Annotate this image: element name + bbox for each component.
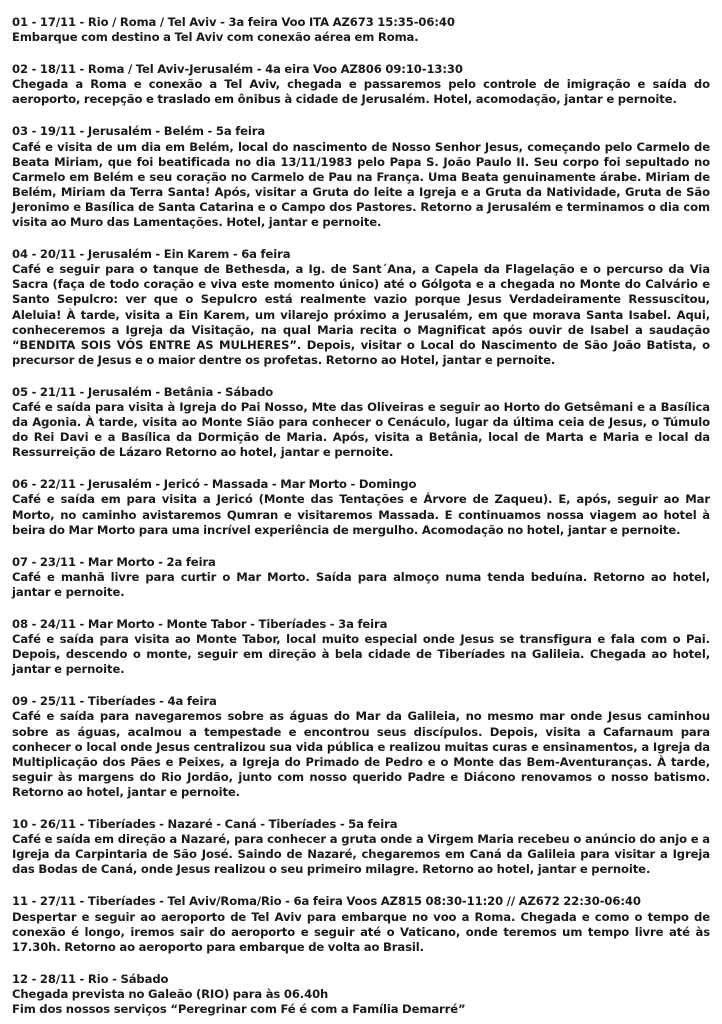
day-description: Café e visita de um dia em Belém, local do nascimento de Nosso Senhor Jesus, começando pelo Carmelo de Beata Miriam, que foi beatificada no dia 13/11/1983 pelo Papa S. João Paulo II. Seu corpo foi sepultado no Carmelo em Belém e seu coração no Carmelo de Pau na França. Uma Beata genuinamente árabe. Miriam de Belém, Miriam da Terra Santa! Após, visitar a Gruta do leite a Igreja e a Gruta da Natividade, Gruta de São Jeronimo e Basílica de Santa Catarina e o Campo dos Pastores. Retorno a Jerusalém e terminamos o dia com visita ao Muro das Lamentações. Hotel, jantar e pernoite. — [12, 139, 710, 230]
itinerary-day-09 — [12, 694, 710, 800]
day-description: Café e seguir para o tanque de Bethesda, a Ig. de Sant´Ana, a Capela da Flagelação e o percurso da Via Sacra (faça de todo coração e viva este momento único) até o Gólgota e a chegada no Monte do Calvário e Santo Sepulcro: ver que o Sepulcro está realmente vazio porque Jesus Verdadeiramente Ressuscitou, Aleluia! À tarde, visita a Ein Karem, um vilarejo próximo a Jerusalém, em que morava Santa Isabel. Aqui, conheceremos a Igreja da Visitação, na qual Maria recita o Magnificat após ouvir de Isabel a saudação “BENDITA SOIS VÓS ENTRE AS MULHERES”. Depois, visitar o Local do Nascimento de São João Batista, o precursor de Jesus e o maior dentre os profetas. Retorno ao Hotel, jantar e pernoite. — [12, 262, 710, 367]
itinerary-day-05 — [12, 385, 710, 460]
day-heading: 03 - 19/11 - Jerusalém - Belém - 5a feira — [12, 124, 266, 139]
itinerary-day-08 — [12, 617, 710, 677]
day-description: Café e saída para navegaremos sobre as águas do Mar da Galileia, no mesmo mar onde Jesus caminhou sobre as águas, acalmou a tempestade e encontrou seus discípulos. Depois, visita a Cafarnaum para conhecer o local onde Jesus centralizou sua vida pública e realizou muitas curas e ensinamentos, a Igreja da Multiplicação dos Pães e Peixes, a Igreja do Primado de Pedro e o Monte das Bem-Aventuranças. À tarde, seguir às margens do Rio Jordão, junto com nosso querido Padre e Diácono renovamos o nosso batismo. Retorno ao hotel, jantar e pernoite. — [12, 709, 710, 799]
itinerary-day-10 — [12, 817, 710, 877]
day-heading: 11 - 27/11 - Tiberíades - Tel Aviv/Roma/Rio - 6a feira Voos AZ815 08:30-11:20 // AZ672 22:30-06:40 — [12, 894, 641, 909]
itinerary-day-02 — [12, 62, 710, 107]
day-heading: 12 - 28/11 - Rio - Sábado — [12, 971, 169, 986]
day-heading: 05 - 21/11 - Jerusalém - Betânia - Sábado — [12, 384, 274, 399]
day-heading: 02 - 18/11 - Roma / Tel Aviv-Jerusalém - 4a eira Voo AZ806 09:10-13:30 — [12, 62, 463, 77]
itinerary-day-12 — [12, 972, 710, 1017]
itinerary-day-01 — [12, 15, 710, 45]
itinerary-day-07 — [12, 555, 710, 600]
itinerary-day-06 — [12, 477, 710, 537]
day-heading: 09 - 25/11 - Tiberíades - 4a feira — [12, 694, 217, 709]
day-description: Café e manhã livre para curtir o Mar Morto. Saída para almoço numa tenda beduína. Retorno ao hotel, jantar e pernoite. — [12, 569, 710, 599]
day-description: Café e saída em direção a Nazaré, para conhecer a gruta onde a Virgem Maria recebeu o anúncio do anjo e a Igreja da Carpintaria de São José. Saindo de Nazaré, chegaremos em Caná da Galileia para visitar a Igreja das Bodas de Caná, onde Jesus realizou o seu primeiro milagre. Retorno ao hotel, jantar e pernoite. — [12, 832, 710, 877]
itinerary-day-03 — [12, 124, 710, 230]
itinerary-day-04 — [12, 247, 710, 368]
day-heading: 06 - 22/11 - Jerusalém - Jericó - Massada - Mar Morto - Domingo — [12, 477, 417, 492]
day-heading: 01 - 17/11 - Rio / Roma / Tel Aviv - 3a feira Voo ITA AZ673 15:35-06:40 — [12, 15, 455, 29]
closing-note: Fim dos nossos serviços “Peregrinar com Fé é com a Família Demarré” — [12, 1001, 466, 1016]
day-description: Café e saída em para visita a Jericó (Monte das Tentações e Árvore de Zaqueu). E, após, seguir ao Mar Morto, no caminho avistaremos Qumran e visitaremos Massada. E continuamos nossa viagem ao hotel à beira do Mar Morto para uma incrível experiência de mergulho. Acomodação no hotel, jantar e pernoite. — [12, 492, 710, 537]
day-heading: 07 - 23/11 - Mar Morto - 2a feira — [12, 554, 216, 569]
day-description: Chegada prevista no Galeão (RIO) para às 06.40h — [12, 986, 329, 1001]
day-description: Café e saída para visita ao Monte Tabor, local muito especial onde Jesus se transfigura e fala com o Pai. Depois, descendo o monte, seguir em direção à bela cidade de Tiberíades na Galileia. Chegada ao hotel, jantar e pernoite. — [12, 632, 710, 677]
day-heading: 10 - 26/11 - Tiberíades - Nazaré - Caná - Tiberíades - 5a feira — [12, 817, 398, 832]
day-description: Chegada a Roma e conexão a Tel Aviv, chegada e passaremos pelo controle de imigração e saída do aeroporto, recepção e traslado em ônibus à cidade de Jerusalém. Hotel, acomodação, jantar e pernoite. — [12, 77, 710, 107]
day-heading: 04 - 20/11 - Jerusalém - Ein Karem - 6a feira — [12, 247, 291, 262]
day-description: Despertar e seguir ao aeroporto de Tel Aviv para embarque no voo a Roma. Chegada e como o tempo de conexão é longo, iremos sair do aeroporto e seguir até o Vaticano, onde teremos um tempo livre até às 17.30h. Retorno ao aeroporto para embarque de volta ao Brasil. — [12, 909, 710, 954]
itinerary-day-11 — [12, 894, 710, 954]
day-heading: 08 - 24/11 - Mar Morto - Monte Tabor - Tiberíades - 3a feira — [12, 617, 388, 631]
day-description: Café e saída para visita à Igreja do Pai Nosso, Mte das Oliveiras e seguir ao Horto do Getsêmani e a Basílica da Agonia. À tarde, visita ao Monte Sião para conhecer o Cenáculo, lugar da última ceia de Jesus, o Túmulo do Rei Davi e a Basílica da Dormição de Maria. Após, visita a Betânia, local de Marta e Maria e local da Ressurreição de Lázaro Retorno ao hotel, jantar e pernoite. — [12, 399, 710, 460]
day-description: Embarque com destino a Tel Aviv com conexão aérea em Roma. — [12, 30, 419, 45]
